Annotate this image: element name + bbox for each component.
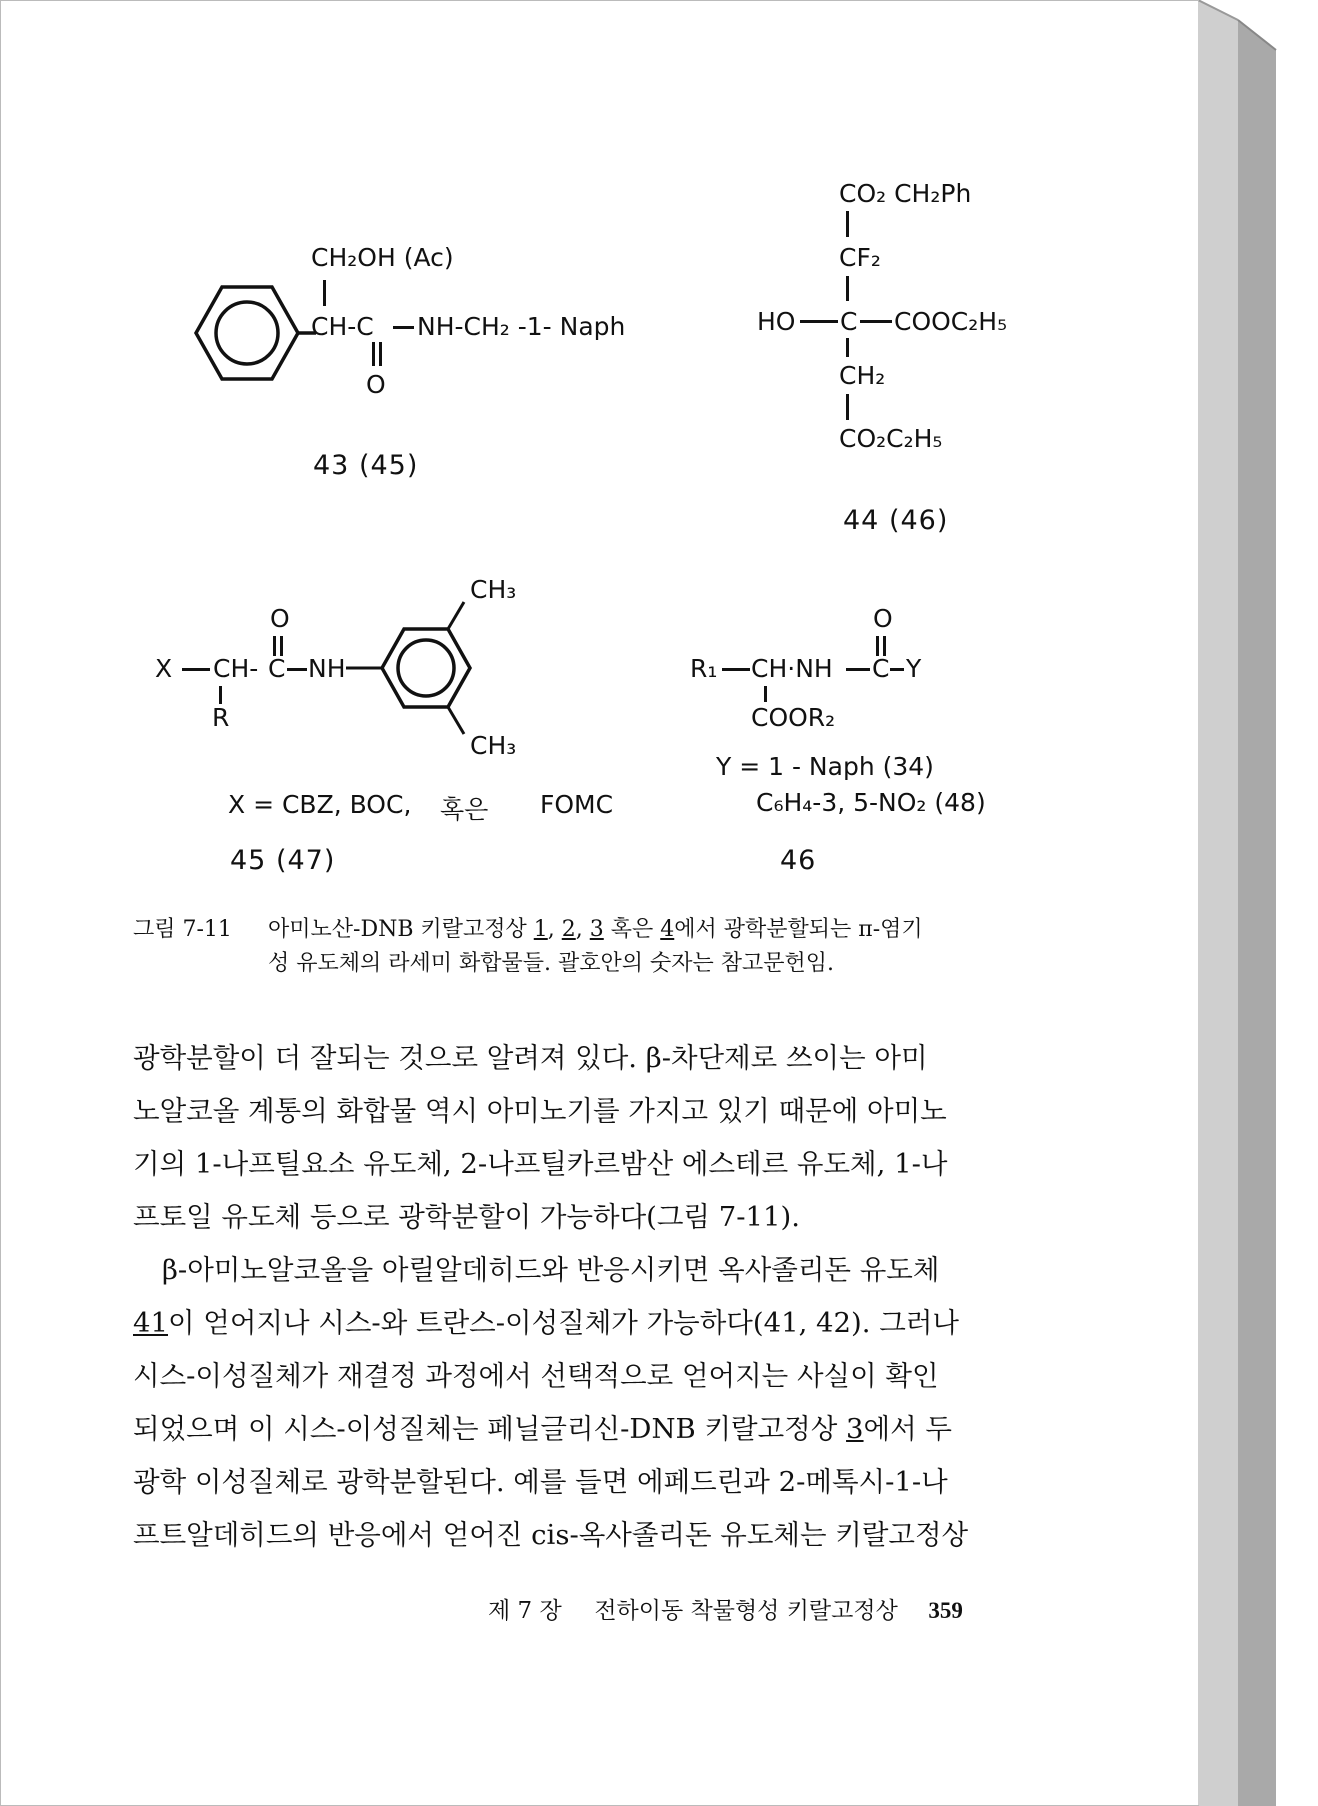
page-number: 359 xyxy=(928,1598,963,1623)
bond-vertical xyxy=(219,686,222,704)
benzyl-ester-label: CO₂ CH₂Ph xyxy=(839,179,972,208)
bond-horizontal xyxy=(800,320,838,323)
body-line-8: 되었으며 이 시스-이성질체는 페닐글리신-DNB 키랄고정상 3에서 두 xyxy=(133,1413,952,1445)
caption-line-2: 성 유도체의 라세미 화합물들. 괄호안의 숫자는 참고문헌임. xyxy=(268,951,834,976)
amide-chain-label: NH-CH₂ -1- Naph xyxy=(417,312,626,341)
side-chain-r: R xyxy=(212,703,230,732)
ethyl-ester-bottom-label: CO₂C₂H₅ xyxy=(839,424,943,453)
compound-number: 45 (47) xyxy=(230,845,336,876)
carbonyl-carbon: C xyxy=(268,654,286,683)
alpha-carbon-label: CH- xyxy=(213,654,259,683)
dimethylphenyl-ring-icon xyxy=(346,596,486,742)
bond-vertical xyxy=(323,280,326,306)
compound-number: 43 (45) xyxy=(313,450,419,481)
carbonyl-carbon: C xyxy=(872,654,890,683)
ester-label: COOR₂ xyxy=(751,703,836,732)
x-definition: X = CBZ, BOC, xyxy=(228,790,412,819)
difluoro-label: CF₂ xyxy=(839,243,881,272)
bond-horizontal xyxy=(182,668,210,671)
compound-number: 44 (46) xyxy=(843,505,949,536)
alpha-carbon-label: CH-C xyxy=(311,312,374,341)
body-line-6: 41이 얻어지나 시스-와 트란스-이성질체가 가능하다(41, 42). 그러나 xyxy=(133,1307,959,1339)
methyl-top-label: CH₃ xyxy=(470,575,517,604)
bond-vertical xyxy=(764,686,767,702)
alpha-carbon-label: CH·NH xyxy=(751,654,833,683)
benzene-ring-icon xyxy=(170,283,322,383)
bond-vertical xyxy=(846,211,849,237)
caption-line-1: 아미노산-DNB 키랄고정상 1, 2, 3 혹은 4에서 광학분할되는 π-염기 xyxy=(268,917,923,942)
double-bond xyxy=(876,636,886,656)
x-or-label: 혹은 xyxy=(440,795,489,824)
y-definition-2: C₆H₄-3, 5-NO₂ (48) xyxy=(756,788,986,817)
hydroxyl-label: HO xyxy=(757,307,796,336)
page-edge xyxy=(1198,0,1318,1806)
body-line-10: 프트알데히드의 반응에서 얻어진 cis-옥사졸리돈 유도체는 키랄고정상 xyxy=(133,1519,969,1551)
y-label: Y xyxy=(906,654,922,683)
bond-vertical xyxy=(846,394,849,420)
methyl-bottom-label: CH₃ xyxy=(470,731,517,760)
ethyl-ester-label: COOC₂H₅ xyxy=(894,307,1008,336)
bond-horizontal xyxy=(287,668,307,671)
body-line-9: 광학 이성질체로 광학분할된다. 예를 들면 에페드린과 2-메톡시-1-나 xyxy=(133,1466,948,1498)
double-bond xyxy=(372,342,382,366)
methylene-label: CH₂ xyxy=(839,361,886,390)
body-line-1: 광학분할이 더 잘되는 것으로 알려져 있다. β-차단제로 쓰이는 아미 xyxy=(133,1042,928,1074)
bond-horizontal xyxy=(846,668,870,671)
bond-horizontal xyxy=(722,668,750,671)
compound-ref-3: 3 xyxy=(846,1413,864,1445)
quaternary-carbon: C xyxy=(840,307,858,336)
x-fomc-label: FOMC xyxy=(540,790,614,819)
compound-ref-41: 41 xyxy=(133,1307,168,1339)
r1-label: R₁ xyxy=(690,654,718,683)
bond-horizontal xyxy=(890,668,904,671)
bond-horizontal xyxy=(860,320,892,323)
y-definition-1: Y = 1 - Naph (34) xyxy=(716,752,934,781)
bond-vertical xyxy=(846,338,849,357)
double-bond xyxy=(273,636,283,656)
carbonyl-oxygen: O xyxy=(366,370,386,399)
body-line-7: 시스-이성질체가 재결정 과정에서 선택적으로 얻어지는 사실이 확인 xyxy=(133,1360,939,1392)
carbonyl-oxygen: O xyxy=(270,604,290,633)
amide-nh-label: NH xyxy=(308,654,346,683)
body-line-4: 프토일 유도체 등으로 광학분할이 가능하다(그림 7-11). xyxy=(133,1201,800,1233)
chapter-title: 전하이동 착물형성 키랄고정상 xyxy=(594,1598,898,1624)
compound-number: 46 xyxy=(780,845,817,876)
carbonyl-oxygen: O xyxy=(873,604,893,633)
protecting-group-x: X xyxy=(155,654,173,683)
body-line-3: 기의 1-나프틸요소 유도체, 2-나프틸카르밤산 에스테르 유도체, 1-나 xyxy=(133,1148,948,1180)
running-footer xyxy=(488,1592,963,1625)
body-line-5: β-아미노알코올을 아릴알데히드와 반응시키면 옥사졸리돈 유도체 xyxy=(162,1254,940,1286)
chapter-label: 제 7 장 xyxy=(488,1598,562,1624)
bond-horizontal xyxy=(393,326,414,329)
hydroxymethyl-label: CH₂OH (Ac) xyxy=(311,243,454,272)
body-line-2: 노알코올 계통의 화합물 역시 아미노기를 가지고 있기 때문에 아미노 xyxy=(133,1095,947,1127)
caption-label: 그림 7-11 xyxy=(133,917,232,942)
bond-vertical xyxy=(846,276,849,301)
